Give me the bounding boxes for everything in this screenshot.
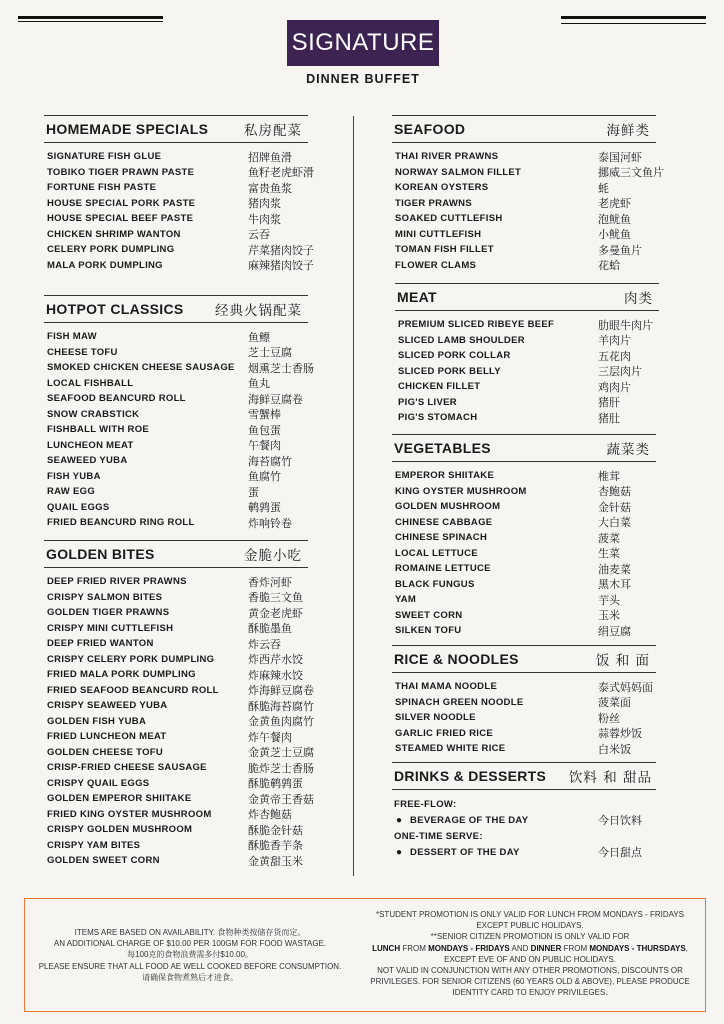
menu-item-cn: 鱼包蛋 [248,423,281,437]
menu-item-cn: 猪肝 [598,396,620,410]
menu-item-en: MINI CUTTLEFISH [395,228,482,240]
section-title: HOTPOT CLASSICS [46,301,184,317]
menu-item-cn: 鱼鳔 [248,330,270,344]
menu-item [44,329,308,345]
section-drinks-desserts [392,762,656,860]
menu-item-en: CHINESE SPINACH [395,532,488,544]
menu-item [44,149,308,165]
menu-item-cn: 炸海鲜豆腐卷 [248,684,314,698]
menu-title-text: SIGNATURE [291,29,435,56]
menu-item-en: CRISPY CELERY PORK DUMPLING [47,653,215,665]
menu-item [44,242,314,258]
section-title-cn: 肉类 [624,291,653,307]
menu-item-en: FRIED BEANCURD RING ROLL [47,517,195,529]
menu-item-en: SWEET CORN [395,609,463,621]
menu-item-en: CRISPY QUAIL EGGS [47,777,150,789]
section-vegetables [392,434,656,639]
menu-item-cn: 招牌鱼滑 [248,150,292,164]
menu-item [44,822,308,838]
menu-item-cn: 酥脆海苔腐竹 [248,699,314,713]
menu-item [44,211,308,227]
menu-item [44,165,314,181]
footer-notice [24,898,706,1012]
menu-subtitle: DINNER BUFFET [306,72,420,86]
menu-item [44,196,308,212]
menu-item-cn: 鸡肉片 [598,380,631,394]
menu-item-cn: 玉米 [598,609,620,623]
menu-item [44,227,308,243]
menu-item [44,698,314,714]
weekday-range-dinner: MONDAYS - THURSDAYS [589,943,686,953]
menu-item [392,695,656,711]
section-title-cn: 经典火锅配菜 [215,303,302,319]
section-title-cn: 饮料 和 甜品 [568,770,652,786]
menu-item-en: CELERY PORK DUMPLING [47,244,175,256]
section-title: DRINKS & DESSERTS [394,768,547,784]
onetime-item-cn: 今日甜点 [598,846,642,859]
menu-item-cn: 麻辣猪肉饺子 [248,259,314,273]
menu-item [392,258,656,274]
menu-item-cn: 绢豆腐 [598,624,631,638]
menu-item-cn: 大白菜 [598,516,631,530]
menu-item [392,623,656,639]
section-title: VEGETABLES [394,440,491,456]
menu-item-cn: 海苔腐竹 [248,454,292,468]
menu-item [44,438,308,454]
and-text: AND [509,943,531,953]
menu-item-en: CHEESE TOFU [47,346,118,358]
menu-item-en: FLOWER CLAMS [395,259,477,271]
menu-item [392,726,656,742]
menu-item-en: KING OYSTER MUSHROOM [395,485,527,497]
section-meat [395,283,659,426]
menu-item [392,546,656,562]
menu-item-cn: 鱼丸 [248,377,270,391]
bullet-icon: ● [396,846,403,858]
menu-item [392,484,656,500]
menu-item-cn: 酥脆金针菇 [248,823,303,837]
menu-item [395,410,659,426]
menu-item-cn: 炸午餐肉 [248,730,292,744]
section-header [392,434,656,462]
menu-item-cn: 香炸河虾 [248,575,292,589]
top-right-rule [561,16,706,19]
menu-item-en: QUAIL EGGS [47,501,110,513]
menu-item [44,407,308,423]
menu-item [395,379,659,395]
menu-item-en: CRISPY SEAWEED YUBA [47,700,168,712]
menu-item-en: CHICKEN FILLET [398,381,481,393]
menu-item [44,590,308,606]
menu-item [44,360,314,376]
menu-item-cn: 海鲜豆腐卷 [248,392,303,406]
menu-item-cn: 金黄甜玉米 [248,854,303,868]
from-text: FROM [561,943,590,953]
menu-item-cn: 三层肉片 [598,365,642,379]
column-divider [353,116,354,876]
menu-item [392,180,656,196]
dinner-label: DINNER [530,943,562,953]
menu-item-cn: 酥脆鹌鹑蛋 [248,777,303,791]
footer-note: 每100克的食物浪费需多付$10.00。 [127,950,253,960]
menu-item-en: KOREAN OYSTERS [395,182,489,194]
bullet-icon: ● [396,814,403,826]
section-header [392,645,656,673]
onetime-label-row [392,828,656,844]
menu-item-cn: 五花肉 [598,349,631,363]
freeflow-item [392,812,656,828]
menu-item-en: STEAMED WHITE RICE [395,743,506,755]
menu-item-en: SMOKED CHICKEN CHEESE SAUSAGE [47,362,235,374]
menu-item [44,621,308,637]
menu-item [392,468,656,484]
menu-item [392,149,656,165]
promo-times-note [365,943,695,965]
menu-item-cn: 菠菜 [598,531,620,545]
menu-item [44,636,308,652]
menu-item-en: SILKEN TOFU [395,625,462,637]
menu-item [392,710,656,726]
menu-item [392,741,656,757]
menu-item-cn: 鱼腐竹 [248,470,281,484]
menu-item [44,376,308,392]
menu-item [44,605,308,621]
menu-item-en: FRIED SEAFOOD BEANCURD ROLL [47,684,219,696]
menu-item-en: CHICKEN SHRIMP WANTON [47,228,181,240]
menu-item-en: SILVER NOODLE [395,712,476,724]
menu-item [392,165,664,181]
menu-item-cn: 黄金老虎虾 [248,606,303,620]
menu-item-en: FRIED LUNCHEON MEAT [47,731,167,743]
menu-item-cn: 羊肉片 [598,334,631,348]
section-golden-bites [44,540,314,869]
menu-item-en: SLICED PORK BELLY [398,365,501,377]
section-title: MEAT [397,289,437,305]
menu-item [392,515,656,531]
menu-item-en: RAW EGG [47,486,96,498]
section-header [44,295,308,323]
menu-item-cn: 炸西芹水饺 [248,653,303,667]
menu-item-en: FRIED MALA PORK DUMPLING [47,669,196,681]
menu-item-en: BLACK FUNGUS [395,578,475,590]
section-header [392,115,656,143]
menu-item-cn: 芹菜猪肉饺子 [248,243,314,257]
menu-item-cn: 黑木耳 [598,578,631,592]
section-title-cn: 金脆小吃 [244,548,302,564]
menu-item-en: SEAFOOD BEANCURD ROLL [47,393,186,405]
section-title: SEAFOOD [394,121,466,137]
menu-item-cn: 蒜蓉炒饭 [598,727,642,741]
menu-item-cn: 菠菜面 [598,696,631,710]
menu-item-cn: 香脆三文鱼 [248,591,303,605]
menu-item [44,791,314,807]
menu-item [392,196,656,212]
menu-item [392,608,656,624]
menu-item-cn: 泰式妈妈面 [598,680,653,694]
menu-item-en: SNOW CRABSTICK [47,408,140,420]
menu-item [44,714,314,730]
section-title: HOMEMADE SPECIALS [46,121,209,137]
menu-item [392,211,656,227]
top-right-rule-2 [561,23,706,24]
menu-item [44,729,308,745]
menu-item [395,395,659,411]
lunch-label: LUNCH [372,943,401,953]
menu-item-en: GOLDEN TIGER PRAWNS [47,607,170,619]
menu-item-cn: 白米饭 [598,742,631,756]
menu-item-en: HOUSE SPECIAL BEEF PASTE [47,213,194,225]
menu-item [395,317,659,333]
menu-item-en: FRIED KING OYSTER MUSHROOM [47,808,212,820]
menu-item-en: MALA PORK DUMPLING [47,259,163,271]
menu-item-en: LOCAL FISHBALL [47,377,134,389]
menu-item-cn: 烟熏芝士香肠 [248,361,314,375]
menu-item-cn: 炸云吞 [248,637,281,651]
menu-item-en: NORWAY SALMON FILLET [395,166,522,178]
menu-item [395,348,659,364]
menu-item-cn: 金黄芝士豆腐 [248,746,314,760]
menu-item-en: GARLIC FRIED RICE [395,727,493,739]
menu-item [44,776,308,792]
menu-item-en: GOLDEN CHEESE TOFU [47,746,164,758]
menu-item-en: PIG'S STOMACH [398,412,478,424]
menu-item-cn: 泡鱿鱼 [598,212,631,226]
menu-item [392,577,656,593]
menu-item [392,561,656,577]
menu-item-cn: 油麦菜 [598,562,631,576]
freeflow-label: FREE-FLOW: [394,798,457,810]
menu-item-en: FISH MAW [47,331,97,343]
section-header [395,283,659,311]
menu-item-cn: 粉丝 [598,711,620,725]
onetime-item [392,844,656,860]
section-seafood [392,115,664,273]
menu-item-en: SLICED PORK COLLAR [398,350,511,362]
weekday-range-lunch: MONDAYS - FRIDAYS [428,943,510,953]
menu-item-cn: 鱼籽老虎虾滑 [248,166,314,180]
menu-item-en: TOMAN FISH FILLET [395,244,494,256]
holiday-exception: , EXCEPT EVE OF AND ON PUBLIC HOLIDAYS. [444,943,688,964]
freeflow-label-row [392,796,656,812]
menu-item-cn: 杏鲍菇 [598,485,631,499]
section-title-cn: 海鲜类 [606,123,650,139]
menu-item-en: CHINESE CABBAGE [395,516,493,528]
menu-item-cn: 金黄帝王香菇 [248,792,314,806]
section-title: GOLDEN BITES [46,546,155,562]
menu-item [392,499,656,515]
menu-item [392,227,656,243]
menu-item-en: TIGER PRAWNS [395,197,472,209]
menu-item [44,667,308,683]
menu-item-cn: 挪威三文鱼片 [598,166,664,180]
section-homemade [44,115,314,273]
menu-item-en: FORTUNE FISH PASTE [47,182,157,194]
section-title-cn: 蔬菜类 [606,442,650,458]
section-header [44,115,308,143]
menu-item-cn: 老虎虾 [598,197,631,211]
menu-item-en: CRISPY YAM BITES [47,839,141,851]
menu-item-en: FISHBALL WITH ROE [47,424,150,436]
senior-promo-note: **SENIOR CITIZEN PROMOTION IS ONLY VALID FOR [430,932,630,942]
menu-item-en: SLICED LAMB SHOULDER [398,334,525,346]
menu-item-cn: 酥脆香芋条 [248,839,303,853]
menu-item [44,391,308,407]
menu-item-cn: 炸麻辣水饺 [248,668,303,682]
menu-item-en: PREMIUM SLICED RIBEYE BEEF [398,319,555,331]
menu-item [44,422,308,438]
from-text: FROM [400,943,429,953]
menu-item [44,469,308,485]
menu-item-en: GOLDEN FISH YUBA [47,715,147,727]
menu-item [392,530,656,546]
menu-item [392,679,656,695]
menu-item-en: LOCAL LETTUCE [395,547,478,559]
menu-item-cn: 芋头 [598,593,620,607]
student-promo-note: *STUDENT PROMOTION IS ONLY VALID FOR LUNCH FROM MONDAYS - FRIDAYS EXCEPT PUBLIC HOLIDAYS. [375,910,685,931]
menu-item-en: SEAWEED YUBA [47,455,128,467]
section-title-cn: 饭 和 面 [595,653,650,669]
menu-item-en: LUNCHEON MEAT [47,439,134,451]
section-title-cn: 私房配菜 [244,123,302,139]
menu-item-cn: 炸响铃卷 [248,516,292,530]
conditions-note: NOT VALID IN CONJUNCTION WITH ANY OTHER PROMOTIONS, DISCOUNTS OR PRIVILEGES. FOR SENIOR CITIZENS (60 YEARS OLD & ABOVE), PLEASE PRODUCE IDENTITY CARD TO ENJOY PRIVILEGES. [370,966,690,998]
menu-item-cn: 泰国河虾 [598,150,642,164]
menu-item-cn: 椎茸 [598,469,620,483]
menu-title [287,20,439,66]
footer-right-notes [365,909,695,999]
menu-item-cn: 鹌鹑蛋 [248,501,281,515]
menu-item-cn: 脆炸芝士香肠 [248,761,314,775]
menu-item-en: GOLDEN SWEET CORN [47,855,160,867]
menu-item-en: CRISPY SALMON BITES [47,591,163,603]
menu-item [44,258,314,274]
freeflow-item-en: BEVERAGE OF THE DAY [410,814,529,826]
menu-item-en: PIG'S LIVER [398,396,457,408]
menu-item [44,484,308,500]
menu-item-en: SOAKED CUTTLEFISH [395,213,503,225]
menu-item [44,853,308,869]
menu-item [44,574,308,590]
menu-item-cn: 多曼鱼片 [598,243,642,257]
menu-item [392,592,656,608]
menu-item-en: CRISPY GOLDEN MUSHROOM [47,824,193,836]
section-header [44,540,308,568]
menu-item-cn: 雪蟹棒 [248,408,281,422]
footer-left-notes [29,927,351,983]
onetime-label: ONE-TIME SERVE: [394,830,483,842]
menu-item-en: DEEP FRIED WANTON [47,638,154,650]
menu-item-cn: 牛肉浆 [248,212,281,226]
menu-item [44,345,308,361]
footer-note: 请确保食物煮熟后才进食。 [142,972,238,982]
menu-item-en: FISH YUBA [47,470,101,482]
menu-item [44,745,314,761]
menu-item [395,333,659,349]
menu-item-cn: 午餐肉 [248,439,281,453]
footer-note: PLEASE ENSURE THAT ALL FOOD AE WELL COOKED BEFORE CONSUMPTION. [38,961,342,971]
menu-item-cn: 生菜 [598,547,620,561]
menu-item-cn: 小鱿鱼 [598,228,631,242]
menu-item-cn: 蛋 [248,485,259,499]
menu-item-en: GOLDEN EMPEROR SHIITAKE [47,793,192,805]
menu-item-cn: 猪肚 [598,411,620,425]
menu-item-cn: 炸杏鲍菇 [248,808,292,822]
menu-item-cn: 金针菇 [598,500,631,514]
section-header [392,762,656,790]
top-left-rule-2 [18,21,163,22]
menu-item-cn: 富贵鱼浆 [248,181,292,195]
menu-item-en: CRISP-FRIED CHEESE SAUSAGE [47,762,207,774]
menu-item [44,838,308,854]
onetime-item-en: DESSERT OF THE DAY [410,846,520,858]
footer-note: AN ADDITIONAL CHARGE OF $10.00 PER 100GM FOR FOOD WASTAGE. [53,939,327,949]
menu-item [44,760,314,776]
menu-item-en: CRISPY MINI CUTTLEFISH [47,622,174,634]
menu-item [44,453,308,469]
section-rice-noodles [392,645,656,757]
menu-item-cn: 蚝 [598,181,609,195]
menu-item-en: SPINACH GREEN NOODLE [395,696,524,708]
menu-item-en: HOUSE SPECIAL PORK PASTE [47,197,196,209]
section-hotpot [44,295,314,531]
menu-item [44,683,314,699]
menu-item [44,500,308,516]
top-left-rule [18,16,163,19]
menu-item-cn: 猪肉浆 [248,197,281,211]
menu-item-en: YAM [395,594,417,606]
menu-item-en: ROMAINE LETTUCE [395,563,491,575]
menu-item [395,364,659,380]
menu-item [44,807,308,823]
menu-item-en: THAI MAMA NOODLE [395,681,498,693]
freeflow-item-cn: 今日饮料 [598,814,642,827]
section-title: RICE & NOODLES [394,651,519,667]
menu-item [44,515,308,531]
menu-item-cn: 酥脆墨鱼 [248,622,292,636]
menu-item-cn: 芝士豆腐 [248,346,292,360]
menu-item-en: GOLDEN MUSHROOM [395,501,501,513]
menu-item-cn: 肋眼牛肉片 [598,318,653,332]
menu-item-en: EMPEROR SHIITAKE [395,470,495,482]
menu-item-en: TOBIKO TIGER PRAWN PASTE [47,166,195,178]
menu-item [392,242,656,258]
menu-item [44,652,308,668]
menu-item-en: DEEP FRIED RIVER PRAWNS [47,576,187,588]
menu-item-en: SIGNATURE FISH GLUE [47,151,162,163]
menu-item [44,180,308,196]
menu-item-cn: 金黄鱼肉腐竹 [248,715,314,729]
menu-item-cn: 云吞 [248,228,270,242]
menu-item-cn: 花蛤 [598,259,620,273]
footer-note: ITEMS ARE BASED ON AVAILABILITY. 食物种类按储存货而定。 [74,928,306,937]
menu-item-en: THAI RIVER PRAWNS [395,151,499,163]
